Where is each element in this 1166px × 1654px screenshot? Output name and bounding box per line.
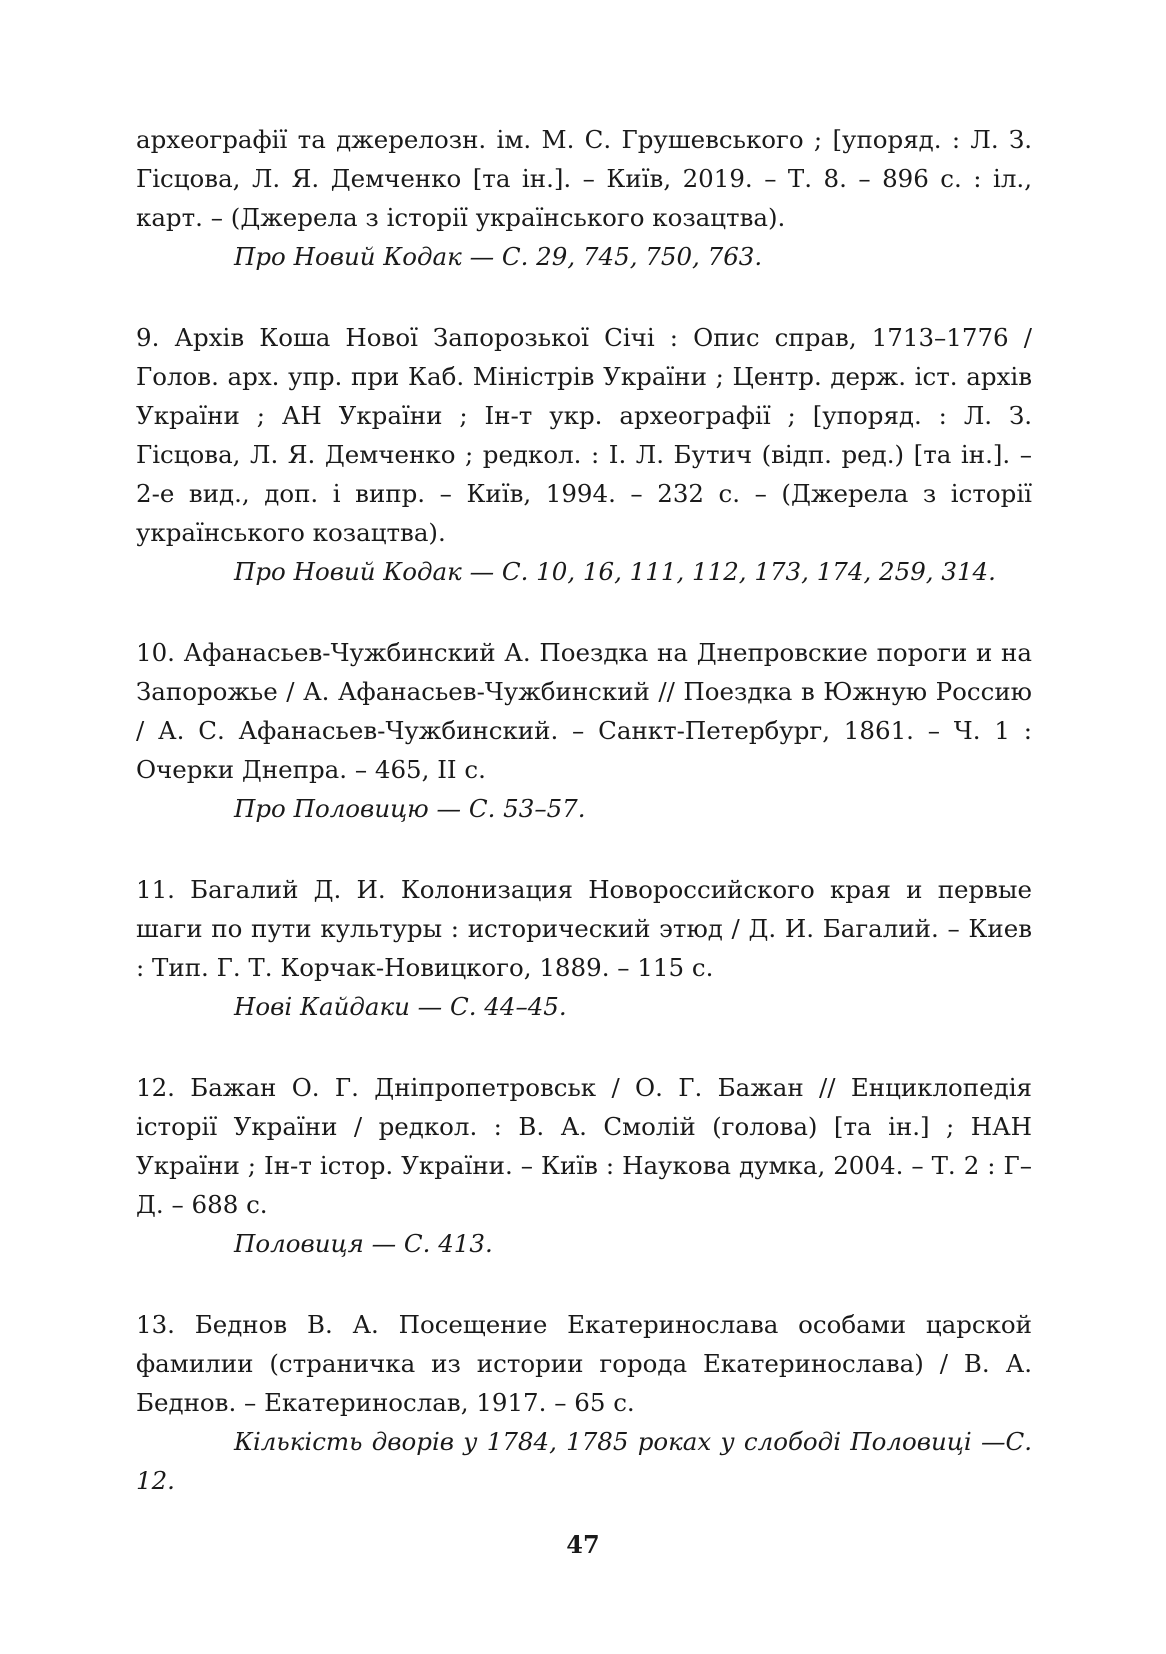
bibliography-page (136, 120, 1032, 1542)
bibliography-entry-10 (136, 633, 1032, 828)
entry-text: 11. Багалий Д. И. Колонизация Новороссийского края и первые шаги по пути культуры : исторический этюд / Д. И. Багалий. – Киев : Тип. Г. Т. Корчак-Новицкого, 1889. – 115 с. (136, 875, 1032, 982)
entry-note: Про Новий Кодак — С. 10, 16, 111, 112, 173, 174, 259, 314. (234, 557, 996, 586)
bibliography-entry-continued (136, 120, 1032, 276)
bibliography-entry-12 (136, 1068, 1032, 1263)
entry-text: 10. Афанасьев-Чужбинский А. Поездка на Днепровские пороги и на Запорожье / А. Афанасьев-Чужбинский // Поездка в Южную Россию / А. С. Афанасьев-Чужбинский. – Санкт-Петербург, 1861. – Ч. 1 : Очерки Днепра. – 465, II с. (136, 638, 1032, 784)
entry-text: 12. Бажан О. Г. Дніпропетровськ / О. Г. Бажан // Енциклопедія історії України / редкол. : В. А. Смолій (голова) [та ін.] ; НАН України ; Ін-т істор. України. – Київ : Наукова думка, 2004. – Т. 2 : Г–Д. – 688 с. (136, 1073, 1032, 1219)
bibliography-entry-9 (136, 318, 1032, 591)
entry-note: Про Новий Кодак — С. 29, 745, 750, 763. (234, 242, 763, 271)
entry-note: Нові Кайдаки — С. 44–45. (234, 992, 567, 1021)
bibliography-entry-13 (136, 1305, 1032, 1500)
page-number: 47 (566, 1530, 600, 1559)
entry-note: Половиця — С. 413. (234, 1229, 493, 1258)
entry-text: археографії та джерелозн. ім. М. С. Грушевського ; [упоряд. : Л. З. Гісцова, Л. Я. Демченко [та ін.]. – Київ, 2019. – Т. 8. – 896 с. : іл., карт. – (Джерела з історії українського козацтва). (136, 125, 1032, 232)
entry-text: 9. Архів Коша Нової Запорозької Січі : Опис справ, 1713–1776 / Голов. арх. упр. при Каб. Міністрів України ; Центр. держ. іст. архів України ; АН України ; Ін-т укр. археографії ; [упоряд. : Л. З. Гісцова, Л. Я. Демченко ; редкол. : І. Л. Бутич (відп. ред.) [та ін.]. – 2-е вид., доп. і випр. – Київ, 1994. – 232 с. – (Джерела з історії українського козацтва). (136, 323, 1032, 547)
entry-note: Про Половицю — С. 53–57. (234, 794, 586, 823)
entry-note: Кількість дворів у 1784, 1785 роках у слободі Половиці —С. 12. (136, 1427, 1032, 1495)
entry-text: 13. Беднов В. А. Посещение Екатеринослава особами царской фамилии (страничка из истории города Екатеринослава) / В. А. Беднов. – Екатеринослав, 1917. – 65 с. (136, 1310, 1032, 1417)
bibliography-entry-11 (136, 870, 1032, 1026)
